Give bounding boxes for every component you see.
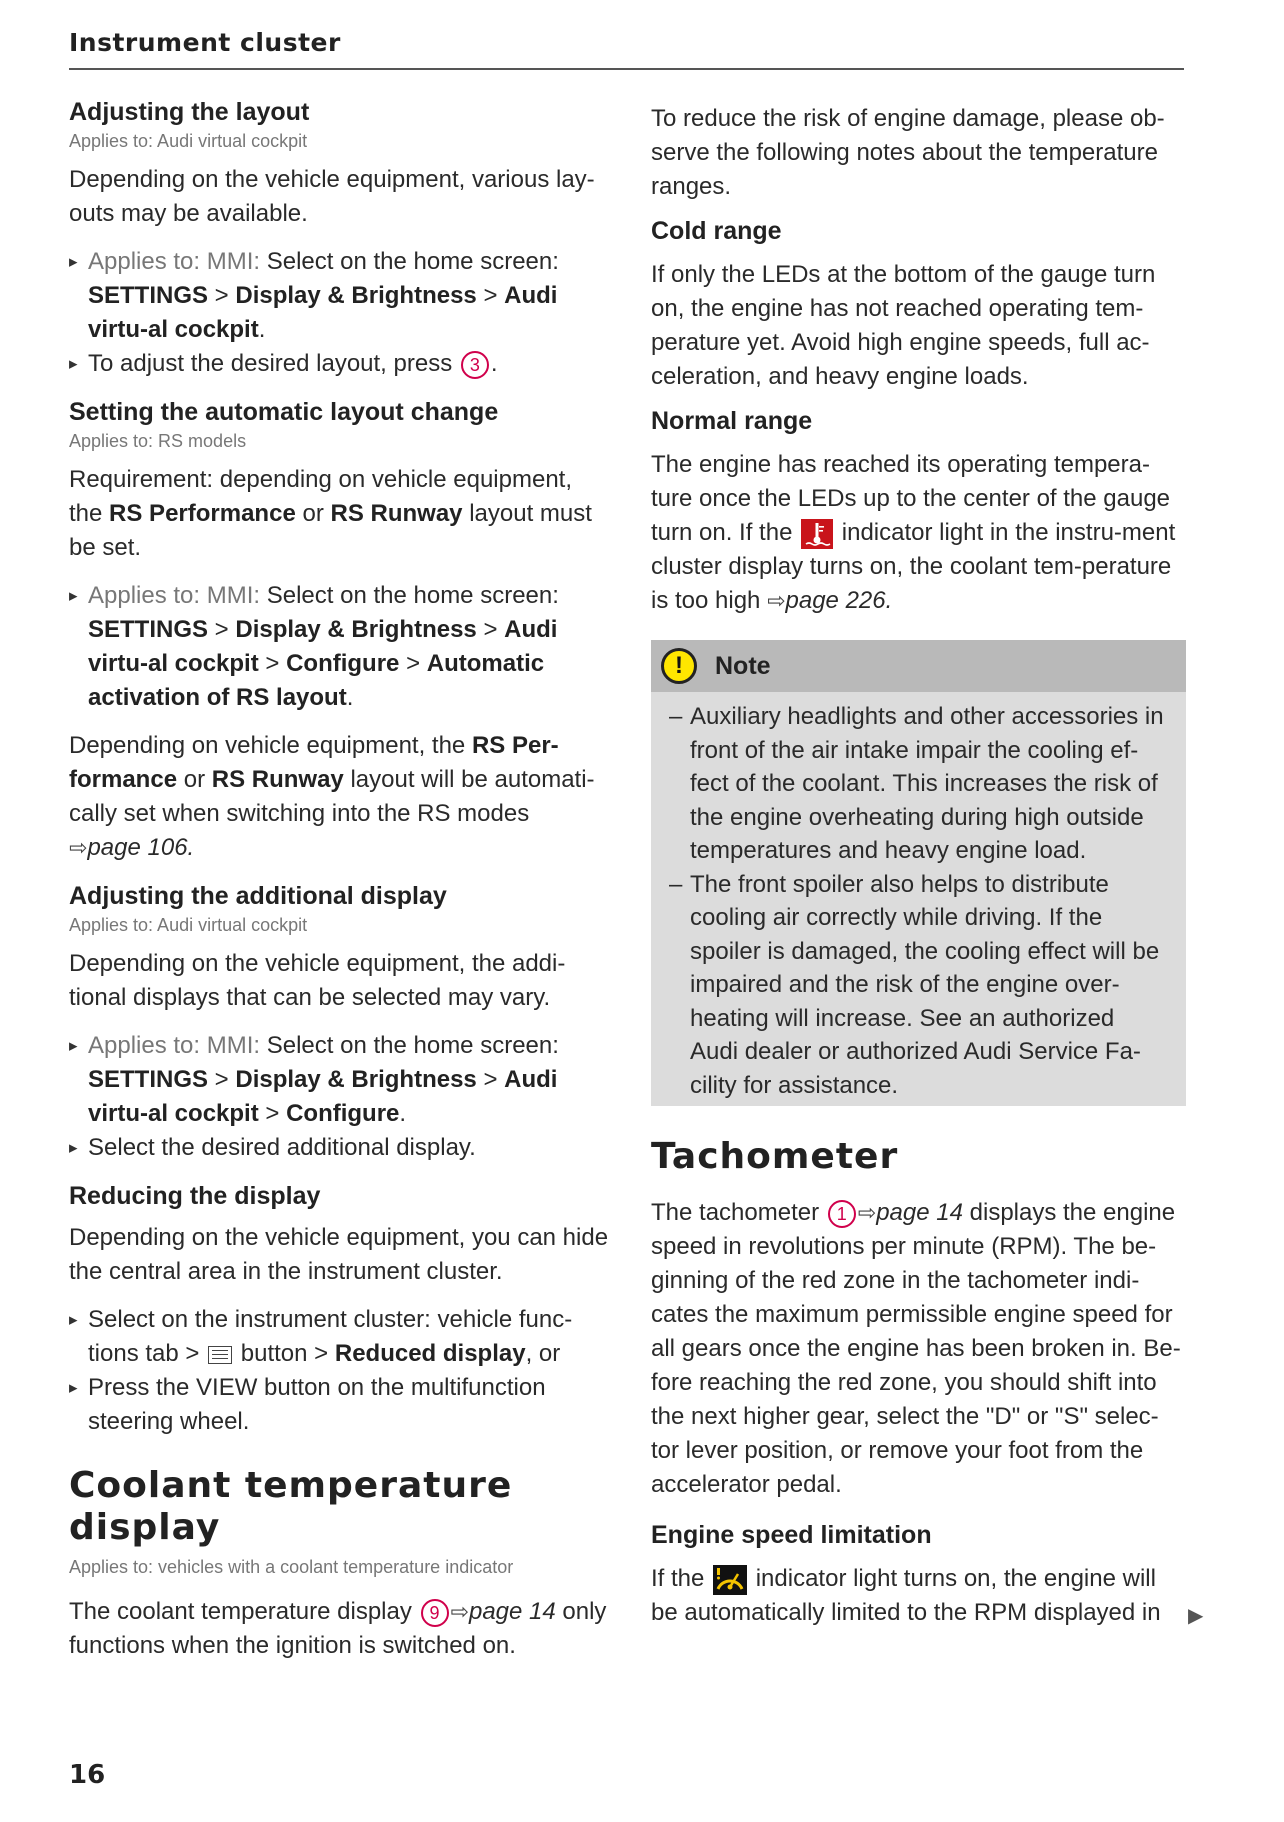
text: layout must be set. xyxy=(69,500,592,561)
section-title-additional-display: Adjusting the additional display xyxy=(69,882,447,910)
exclamation-icon: ! xyxy=(661,648,697,684)
text: Select on the home screen: xyxy=(260,582,559,609)
paragraph: Depending on the vehicle equipment, the addi-tional displays that can be selected may vary. xyxy=(69,950,566,1011)
menu-path-audi: Audi virtu-al cockpit xyxy=(88,616,558,677)
applies-note: Applies to: RS models xyxy=(69,431,247,451)
paragraph: To reduce the risk of engine damage, please ob-serve the following notes about the temperature ranges. xyxy=(651,105,1165,200)
paragraph xyxy=(69,729,609,865)
menu-path-settings: SETTINGS xyxy=(88,282,209,309)
note-item: – Auxiliary headlights and other accessories in front of the air intake impair the cooling ef-fect of the coolant. This increases the risk of the engine overheating during high outside temperatures and heavy engine load. xyxy=(669,700,1166,868)
text: If the xyxy=(651,1565,705,1592)
menu-path-display: Display & Brightness xyxy=(235,616,477,643)
running-header: Instrument cluster xyxy=(69,28,341,57)
list-item: ▸ Press the VIEW button on the multifunction steering wheel. xyxy=(69,1371,609,1439)
menu-path-audi: Audi virtu-al cockpit xyxy=(88,282,558,343)
callout-number: 9 xyxy=(421,1599,449,1627)
header-rule xyxy=(69,68,1184,70)
text: button xyxy=(240,1340,308,1367)
arrow-icon: ⇨ xyxy=(857,1200,877,1225)
menu-path-auto: Automatic activation of RS layout xyxy=(88,650,545,711)
list-item: ▸ Applies to: MMI: Select on the home screen: SETTINGS > Display & Brightness > Audi virtu-al cockpit > Configure > Automatic activation of RS layout. xyxy=(69,579,609,715)
menu-path-settings: SETTINGS xyxy=(88,1066,209,1093)
section-title-cold-range: Cold range xyxy=(651,217,782,245)
section-title-reducing-display: Reducing the display xyxy=(69,1182,321,1210)
chapter-title-tachometer: Tachometer xyxy=(651,1136,899,1177)
menu-path-configure: Configure xyxy=(286,650,400,677)
text: indicator light turns on, the engine will be automatically limited to the RPM displayed in xyxy=(651,1565,1161,1626)
menu-path-display: Display & Brightness xyxy=(235,282,477,309)
menu-path-settings: SETTINGS xyxy=(88,616,209,643)
text: The tachometer xyxy=(651,1199,820,1226)
text: , or xyxy=(525,1340,561,1367)
list-item: ▸ Select on the instrument cluster: vehicle func-tions tab > button > Reduced display, or xyxy=(69,1303,609,1371)
bold-term: RS Runway xyxy=(211,766,344,793)
paragraph xyxy=(651,1196,1186,1502)
callout-number: 3 xyxy=(461,351,489,379)
section-title-normal-range: Normal range xyxy=(651,407,813,435)
note-title: Note xyxy=(715,651,771,680)
arrow-icon: ⇨ xyxy=(767,588,786,613)
paragraph: Depending on the vehicle equipment, various lay-outs may be available. xyxy=(69,166,595,227)
applies-note: Applies to: Audi virtual cockpit xyxy=(69,915,308,935)
menu-path-audi: Audi virtu-al cockpit xyxy=(88,1066,558,1127)
chapter-title-coolant: Coolant temperature display xyxy=(69,1465,513,1548)
applies-note: Applies to: vehicles with a coolant temperature indicator xyxy=(69,1557,514,1577)
text: Depending on vehicle equipment, the xyxy=(69,732,466,759)
paragraph xyxy=(651,448,1186,618)
paragraph xyxy=(69,463,609,565)
text: Requirement: depending on vehicle equipment, the xyxy=(69,466,573,527)
list-menu-icon xyxy=(208,1346,232,1364)
page-number: 16 xyxy=(69,1760,106,1790)
paragraph xyxy=(69,1595,609,1663)
callout-number: 1 xyxy=(828,1200,856,1228)
menu-path-display: Display & Brightness xyxy=(235,1066,477,1093)
text: displays the engine speed in revolutions per minute (RPM). The be-ginning of the red zone in the tachometer indi-cates the maximum permissible engine speed for all gears once the engine has been broken in. Be-fore reaching the red zone, you should shift into the next higher gear, select the "D" or "S" selec-tor lever position, or remove your foot from the accelerator pedal. xyxy=(651,1199,1181,1498)
note-item: – The front spoiler also helps to distribute cooling air correctly while driving. If the spoiler is damaged, the cooling effect will be impaired and the risk of the engine over-heating will increase. See an authorized Audi dealer or authorized Audi Service Fa-cility for assistance. xyxy=(669,868,1166,1103)
continued-arrow-icon: ▶ xyxy=(1188,1605,1204,1627)
bold-term: RS Per-formance xyxy=(69,732,559,793)
left-column xyxy=(69,95,609,1663)
text: only functions when the ignition is switched on. xyxy=(69,1598,607,1659)
section-title-engine-speed-limit: Engine speed limitation xyxy=(651,1521,932,1549)
list-item: ▸ To adjust the desired layout, press 3 . xyxy=(69,347,609,381)
bold-term: Reduced display xyxy=(334,1340,526,1367)
applies-prefix: Applies to: MMI: xyxy=(88,582,261,609)
applies-note: Applies to: Audi virtual cockpit xyxy=(69,131,308,151)
note-header xyxy=(651,640,1186,692)
section-title-auto-layout: Setting the automatic layout change xyxy=(69,398,499,426)
list-item: ▸ Applies to: MMI: Select on the home screen: SETTINGS > Display & Brightness > Audi virtu-al cockpit > Configure. xyxy=(69,1029,609,1131)
page-reference[interactable]: page 14 xyxy=(876,1199,963,1226)
note-body xyxy=(651,692,1186,1106)
coolant-warning-icon xyxy=(801,519,833,549)
page-reference[interactable]: page 226. xyxy=(785,587,893,614)
text: The coolant temperature display xyxy=(69,1598,412,1625)
bold-term: RS Runway xyxy=(330,500,463,527)
rpm-limit-icon xyxy=(713,1565,747,1595)
text: Select on the home screen: xyxy=(260,1032,559,1059)
text: The engine has reached its operating tempera-ture once the LEDs up to the center of the gauge turn on. If the xyxy=(651,451,1171,546)
arrow-icon: ⇨ xyxy=(450,1599,469,1624)
text: To adjust the desired layout, press xyxy=(88,350,453,377)
page-reference[interactable]: page 106. xyxy=(87,834,195,861)
text: Select on the home screen: xyxy=(260,248,559,275)
text: Select on the instrument cluster: vehicle func-tions tab xyxy=(88,1306,573,1367)
paragraph: If only the LEDs at the bottom of the gauge turn on, the engine has not reached operating tem-perature yet. Avoid high engine speeds, full ac-celeration, and heavy engine loads. xyxy=(651,261,1156,390)
note-box xyxy=(651,640,1186,1106)
applies-prefix: Applies to: MMI: xyxy=(88,248,261,275)
text: or xyxy=(183,766,206,793)
list-item: ▸ Applies to: MMI: Select on the home screen: SETTINGS > Display & Brightness > Audi virtu-al cockpit. xyxy=(69,245,609,347)
arrow-icon: ⇨ xyxy=(69,835,88,860)
bold-term: RS Performance xyxy=(109,500,296,527)
text: indicator light in the instru-ment cluster display turns on, the coolant tem-perature is too high xyxy=(651,519,1176,614)
list-item: ▸ Select the desired additional display. xyxy=(69,1131,609,1165)
paragraph xyxy=(651,1562,1186,1630)
applies-prefix: Applies to: MMI: xyxy=(88,1032,261,1059)
text: layout will be automati-cally set when switching into the RS modes xyxy=(69,766,595,827)
paragraph: Depending on the vehicle equipment, you can hide the central area in the instrument cluster. xyxy=(69,1224,609,1285)
section-title-adjusting-layout: Adjusting the layout xyxy=(69,98,310,126)
menu-path-configure: Configure xyxy=(286,1100,400,1127)
right-column xyxy=(651,102,1186,1630)
text: or xyxy=(302,500,324,527)
page-reference[interactable]: page 14 xyxy=(468,1598,556,1625)
